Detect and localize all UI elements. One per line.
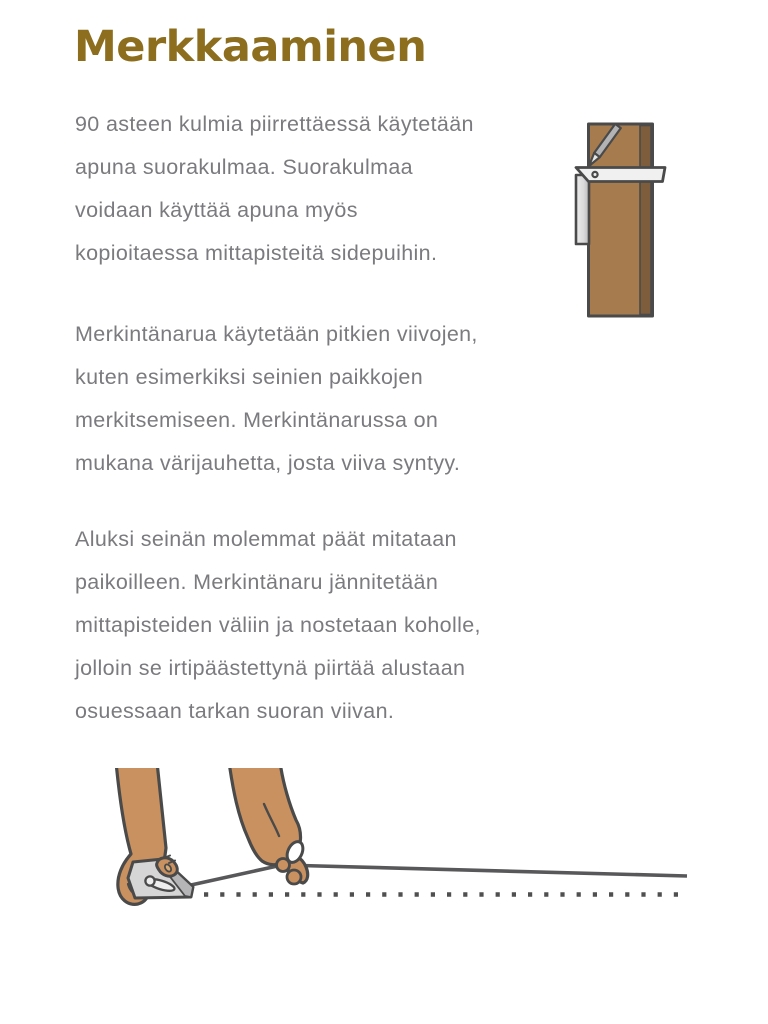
index-fingertip [277,859,290,872]
chalk-string [191,865,687,885]
right-hand [229,768,308,883]
text-line: mukana värijauhetta, josta viiva syntyy. [75,451,461,475]
blade-screw [592,172,597,177]
text-line: Merkintänarua käytetään pitkien viivojen, [75,322,478,346]
text-line: kuten esimerkiksi seinien paikkojen [75,365,424,389]
paragraph-2 [75,313,478,485]
text-line: apuna suorakulmaa. Suorakulmaa [75,155,413,179]
text-line: voidaan käyttää apuna myös [75,198,358,222]
text-line: paikoilleen. Merkintänaru jännitetään [75,570,439,594]
chalk-line-illustration [58,768,768,958]
text-line: Aluksi seinän molemmat päät mitataan [75,527,457,551]
text-line: mittapisteiden väliin ja nostetaan koholle, [75,613,481,637]
text-line: kopioitaessa mittapisteitä sidepuihin. [75,241,438,265]
page-title: Merkkaaminen [74,22,427,72]
square-blade [576,168,665,182]
text-line: osuessaan tarkan suoran viivan. [75,699,395,723]
thumb-fingertip [287,870,301,884]
text-line: jolloin se irtipäästettynä piirtää alustaan [75,656,466,680]
text-line: merkitsemiseen. Merkintänarussa on [75,408,439,432]
try-square-illustration [555,95,715,335]
pencil-point [588,162,592,166]
paragraph-1 [75,103,474,275]
paragraph-3 [75,518,481,733]
text-line: 90 asteen kulmia piirrettäessä käytetään [75,112,474,136]
square-stock [576,175,589,244]
board-edge-stripe [640,126,651,315]
